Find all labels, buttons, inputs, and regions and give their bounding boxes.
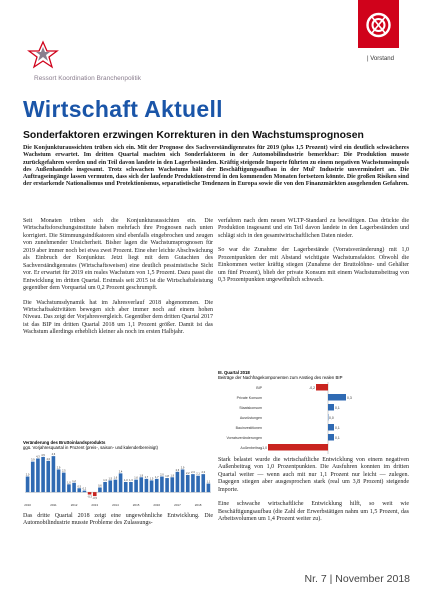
chart1-data-label: 2,1 — [196, 472, 200, 476]
chart1-data-label: 1,6 — [134, 476, 138, 480]
chart1-bar — [176, 472, 180, 492]
chart1-data-label: 2,9 — [56, 466, 61, 470]
chart1-bar — [98, 487, 102, 492]
chart1-tick-label: 2010 — [24, 503, 31, 507]
article-lead: Die Konjunkturaussichten trüben sich ein. Mit der Prognose des Sachverständigenrates für 2019 (plus 1,5 Prozent) wird ein deutlich schwächeres Wachstum erwartet. Im dritten Quartal machten sich Sonderfaktoren in der Automobilindustrie bemerkbar: Die Produktion musste zurückgefahren werden und ein Teil davon landete in den Lagerbeständen. Kräftig steigende Importe führten zu einem negativen Wachstumsimpuls des Außenhandels insgesamt. Trotz schwachen Wachstums hält der Beschäftigungsaufbau in der Mul' Industrie unvermindert an. Die Auftragseingänge lassen vermuten, dass sich der laufende Produktionstrend in den kommenden Monaten fortsetzen könnte. Die großen Risiken sind der erstarkende Nationalismus und Protektionismus, separatistische Tendenzen in Europa sowie die von den Finanzmärkten ausgehenden Gefahren. — [23, 145, 409, 188]
right-column-bottom — [218, 457, 409, 531]
chart2-data-label: -1,0 — [261, 446, 267, 450]
chart1-tick-label: 2012 — [70, 503, 78, 507]
chart1-bar — [103, 482, 107, 492]
chart1-bar — [77, 488, 81, 492]
chart2-bar — [328, 424, 334, 431]
chart1-data-label: 4,5 — [41, 453, 45, 457]
chart1-data-label: 2,9 — [180, 466, 185, 470]
chart1-bar — [201, 474, 205, 492]
chart1-data-label: 4,6 — [51, 453, 56, 457]
chart1-data-label: 1,9 — [139, 474, 144, 478]
chart2-category-label: Vorratsveränderungen — [226, 436, 262, 440]
chart1-bar — [67, 484, 71, 492]
chart1-bar — [145, 479, 149, 492]
chart1-bar — [26, 477, 30, 493]
chart1-bar — [83, 491, 87, 493]
chart2-bar — [328, 404, 334, 411]
chart2-category-label: Ausrüstungen — [239, 416, 262, 420]
left-column — [23, 218, 213, 344]
chart1-bar — [170, 477, 174, 492]
chart1-data-label: 2,6 — [175, 468, 180, 472]
chart2-data-label: -0,2 — [309, 386, 315, 390]
chart1-data-label: 1,7 — [144, 475, 149, 479]
chart1-data-label: -0,5 — [92, 497, 97, 501]
left-column-bottom — [23, 513, 213, 535]
chart1-tick-label: 2018 — [194, 503, 202, 507]
chart1-bar — [191, 474, 195, 492]
chart1-data-label: 1,8 — [165, 475, 169, 479]
chart1-bar — [160, 477, 164, 493]
chart1-data-label: 3,9 — [30, 458, 35, 462]
chart1-tick-label: 2011 — [50, 503, 57, 507]
chart1-tick-label: 2015 — [132, 503, 140, 507]
ressort-emblem — [24, 40, 62, 72]
chart1-bar — [139, 477, 143, 492]
chart1-data-label: 4,3 — [36, 455, 40, 459]
chart2-category-label: Bauinvestitionen — [235, 426, 262, 430]
chart1-bar — [114, 480, 118, 493]
chart1-bar — [186, 475, 190, 492]
right-column — [218, 218, 409, 292]
chart1-bar — [46, 461, 50, 492]
chart1-bar — [36, 458, 40, 492]
chart2-data-label: 0,1 — [335, 426, 340, 430]
chart2-bar — [316, 384, 328, 391]
chart1-data-label: 1,3 — [129, 478, 133, 482]
chart1-bar — [31, 462, 35, 493]
chart1-data-label: 0,2 — [82, 487, 87, 491]
chart1-bar — [129, 482, 133, 492]
chart2-data-label: 0,0 — [329, 416, 334, 420]
chart1-tick-label: 2017 — [174, 503, 181, 507]
chart2-subtitle: Beiträge der Nachfragekomponenten zum Anstieg des realen BIP — [218, 375, 343, 380]
issue-footer: Nr. 7 | November 2018 — [304, 573, 410, 585]
chart1-bar — [72, 483, 76, 492]
chart2-bar — [268, 444, 328, 451]
chart1-tick-label: 2016 — [153, 503, 161, 507]
chart1-data-label: 1,7 — [154, 475, 159, 479]
gdp-bar-chart — [23, 440, 213, 508]
chart2-category-label: Staatskonsum — [239, 406, 262, 410]
chart1-data-label: 0,6 — [98, 484, 102, 488]
chart1-data-label: 1,3 — [103, 478, 107, 482]
chart1-bar — [196, 476, 200, 492]
chart2-data-label: 0,3 — [347, 396, 352, 400]
chart1-bar — [52, 456, 56, 492]
chart1-bar — [88, 492, 92, 494]
chart1-bar — [93, 492, 97, 496]
chart1-bar — [165, 478, 169, 492]
chart1-bar — [119, 473, 123, 492]
left-paragraph-1: Seit Monaten trüben sich die Konjunkturaussichten ein. Die Wirtschaftsforschungsinstitute haben mehrfach ihre Prognosen nach unten korrigiert. Die Stimmungsindikatoren sind ebenfalls eingebrochen und zeugen von zunehmender Unsicherheit. Bisher lagen die Wachstumsprognosen für 2019 aber immer noch bei etwa zwei Prozent. Eine eher leichte Abschwächung als Einbruch der Konjunktur. Jetzt liegt mit dem Gutachten des Sachverständigenrates (Wirtschaftsweisen) eine deutlich pessimistische Sicht vor. Er erwartet für 2019 ein reales Wachstum von 1,5 Prozent. Dazu passt die Entwicklung im dritten Quartal. Erstmals seit 2015 ist die Wirtschaftsleistung gegenüber dem Vorquartal um 0,2 Prozent geschrumpft. — [23, 218, 213, 292]
chart2-bar — [328, 394, 346, 401]
right-paragraph-2: So war die Zunahme der Lagerbestände (Vorratsveränderung) mit 1,0 Prozentpunkten der mit Abstand wichtigste Wachstumsfaktor. Obwohl die Einkommen weiter kräftig stiegen (Zunahme der Bruttolöhne- und Gehälter um fünf Prozent), blieb der private Konsum mit einem Wachstumsbeitrag von 0,3 Prozentpunkten ungewöhnlich schwach. — [218, 247, 409, 284]
chart1-data-label: 1,2 — [72, 479, 76, 483]
article-headline: Sonderfaktoren erzwingen Korrekturen in den Wachstumsprognosen — [23, 130, 364, 141]
chart1-data-label: 2,0 — [160, 473, 164, 477]
chart2-category-label: BIP — [256, 386, 262, 390]
chart1-bar — [207, 484, 211, 493]
chart1-data-label: 1,3 — [123, 478, 128, 482]
chart1-bar — [155, 479, 159, 492]
chart1-data-label: 2,4 — [118, 470, 123, 474]
chart1-subtitle: ggü. Vorjahresquartal in Prozent (preis-, saison- und kalenderbereinigt) — [23, 445, 158, 450]
chart1-data-label: 1,0 — [67, 481, 71, 485]
chart1-data-label: 1,9 — [170, 474, 175, 478]
right-paragraph-4: Eine schwache wirtschaftliche Entwicklung hilft, so weit wie Beschäftigungsaufbau (die Zahl der Erwerbstätigen nahm um 1,5 Prozent, das Arbeitsvolumen um 1,4 Prozent weiter zu). — [218, 501, 409, 523]
chart1-data-label: 2,3 — [201, 471, 206, 475]
chart1-data-label: 1,5 — [108, 477, 113, 481]
chart2-bar — [328, 434, 334, 441]
chart1-data-label: 1,1 — [206, 480, 211, 484]
chart1-bar — [108, 480, 112, 492]
chart1-data-label: 1,5 — [149, 477, 154, 481]
chart1-bar — [41, 457, 45, 492]
ressort-label: Ressort Koordination Branchenpolitik — [34, 75, 141, 82]
chart2-category-label: Außenbeitrag — [240, 446, 262, 450]
right-paragraph-1: verfahren nach dem neuen WLTP-Standard zu bewältigen. Das drückte die Produktion insgesamt und ein Teil davon landete in den Lagerbeständen und schlägt sich in den gesamtwirtschaftlichen Daten nieder. — [218, 218, 409, 239]
chart1-data-label: 0,5 — [77, 485, 82, 489]
chart1-bar — [57, 469, 61, 492]
right-paragraph-3: Stark belastet wurde die wirtschaftliche Entwicklung von einem negativen Außenbeitrag von 1,0 Prozentpunkten. Die Ausfuhren konnten im dritten Quartal weiter — wenn auch mit nur 1,1 Prozent nur leicht — zulegen. Dagegen stiegen aber ausgesprochen stark (real um 3,8 Prozent) steigende Importe. — [218, 457, 409, 493]
left-paragraph-3: Das dritte Quartal 2018 zeigt eine ungewöhnliche Entwicklung. Die Automobilindustrie musste Probleme des Zulassungs- — [23, 513, 213, 527]
chart1-data-label: 2,2 — [185, 471, 190, 475]
chart1-data-label: -0,3 — [87, 495, 92, 499]
chart1-tick-label: 2013 — [91, 503, 99, 507]
chart1-bar — [150, 480, 154, 492]
igmetall-logo — [358, 0, 399, 48]
chart1-bar — [62, 473, 66, 493]
chart2-data-label: 0,1 — [335, 436, 340, 440]
vorstand-label: | Vorstand — [367, 56, 394, 62]
left-paragraph-2: Die Wachstumsdynamik hat im Jahresverlauf 2018 abgenommen. Die Wirtschaftsaktivitäten bewegen sich aber immer noch auf einem hohen Niveau. Das zeigt der Vorjahresvergleich. Gegenüber dem dritten Quartal 2017 ist das BIP im dritten Quartal 2018 um 1,1 Prozent größer. Damit ist das Wachstum allerdings erheblich kleiner als noch im ersten Halbjahr. — [23, 299, 213, 336]
chart2-title: III. Quartal 2018 — [218, 370, 250, 375]
chart1-data-label: 4,0 — [46, 457, 51, 461]
chart1-data-label: 2,3 — [191, 471, 195, 475]
chart1-tick-label: 2014 — [112, 503, 119, 507]
chart1-data-label: 2,0 — [25, 473, 30, 477]
chart1-bar — [181, 469, 185, 492]
chart1-data-label: 2,5 — [61, 469, 66, 473]
chart1-bar — [134, 480, 138, 493]
chart1-title: Veränderung des Bruttoinlandsprodukts — [23, 440, 106, 445]
chart1-bar — [124, 482, 128, 492]
chart2-data-label: 0,1 — [335, 406, 340, 410]
components-bar-chart — [218, 370, 409, 454]
masthead-title: Wirtschaft Aktuell — [23, 96, 223, 122]
chart1-data-label: 1,6 — [113, 476, 118, 480]
chart2-category-label: Private Konsum — [236, 396, 262, 400]
